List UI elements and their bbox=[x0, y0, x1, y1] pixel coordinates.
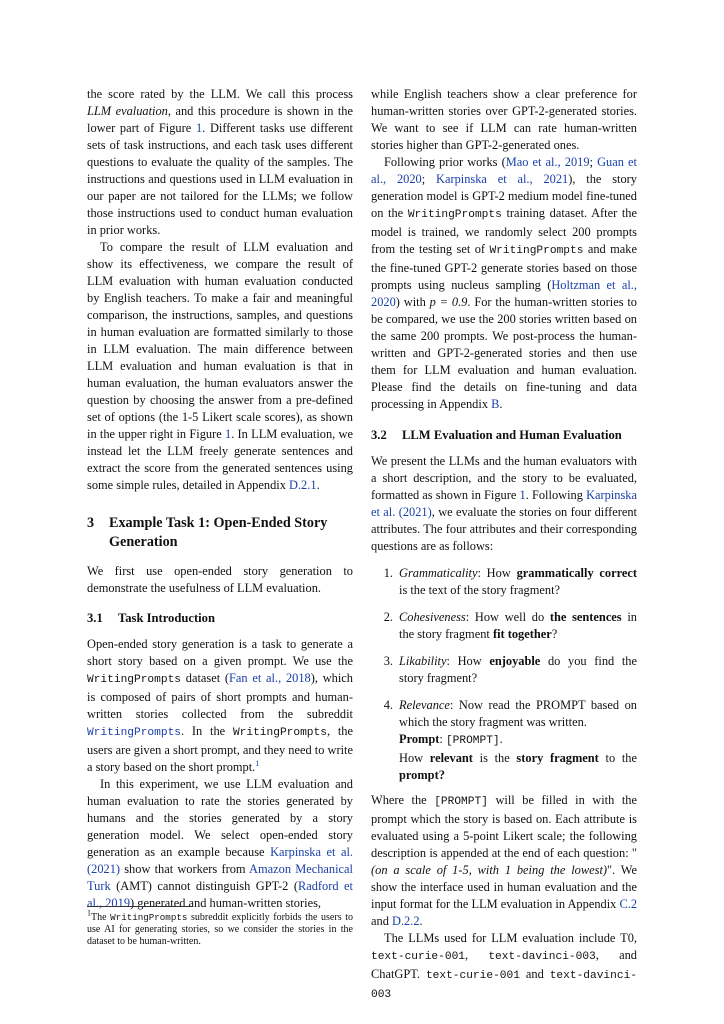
section-heading: 3 Example Task 1: Open-Ended Story Generation bbox=[87, 515, 328, 550]
list-item: 2. Cohesiveness: How well do the sentences in the story fragment fit together? bbox=[383, 610, 637, 641]
footnote-marker[interactable]: 1 bbox=[255, 758, 260, 768]
figure-ref-link[interactable]: 1 bbox=[519, 488, 526, 502]
figure-ref-link[interactable]: 1 bbox=[195, 121, 203, 135]
footnote-rule bbox=[87, 906, 192, 907]
subreddit-link[interactable]: WritingPrompts bbox=[87, 727, 181, 739]
paragraph: We first use open-ended story generation to demonstrate the usefulness of LLM evaluation. bbox=[87, 564, 353, 595]
citation-link[interactable]: Karpinska et al. (2021) bbox=[87, 845, 353, 876]
attribute-list bbox=[371, 565, 637, 784]
paragraph: while English teachers show a clear preference for human-written stories over GPT-2-generated stories. We want to see if LLM can rate human-written stories higher than GPT-2-generated ones. bbox=[371, 87, 637, 152]
figure-ref-link[interactable]: 1 bbox=[224, 427, 232, 441]
paragraph: We present the LLMs and the human evaluators with a short description, and the story to be evaluated, formatted as shown in Figure 1. Following Karpinska et al. (2021), we evaluate the stories on four different attributes. The four attributes and their corresponding questions are as follows: bbox=[371, 454, 637, 553]
appendix-ref-link[interactable]: C.2 bbox=[619, 897, 638, 911]
citation-link[interactable]: Karpinska et al., 2021 bbox=[436, 172, 569, 186]
citation-link[interactable]: Radford et al., 2019 bbox=[87, 879, 353, 910]
footnote: $^1$The WritingPrompts subreddit explicitly forbids the users to use AI for generating stories, so we consider the stories in the dataset to be human-written. bbox=[87, 908, 353, 948]
list-item: 4. Relevance: Now read the PROMPT based on which the story fragment was written. Prompt: [PROMPT]. How relevant is the story fragment to the prompt? bbox=[383, 698, 637, 782]
appendix-ref-link[interactable]: D.2.2 bbox=[392, 914, 420, 928]
list-item: 3. Likability: How enjoyable do you find the story fragment? bbox=[383, 654, 638, 685]
paragraph: The LLMs used for LLM evaluation include T0, text-curie-001, text-davinci-003, and ChatGPT. text-curie-001 and text-davinci-003 bbox=[371, 931, 637, 1001]
citation-link[interactable]: Karpinska et al. (2021) bbox=[371, 488, 637, 519]
subsection-heading: 3.1 Task Introduction bbox=[87, 611, 215, 625]
paragraph: Following prior works (Mao et al., 2019; Guan et al., 2020; Karpinska et al., 2021), the story generation model is GPT-2 medium model fine-tuned on the WritingPrompts training dataset. After the model is trained, we randomly select 200 prompts from the testing set of WritingPrompts and make the fine-tuned GPT-2 generate stories based on those prompts using nucleus sampling (Holtzman et al., 2020) with p = 0.9. For the human-written stories to be compared, we use the 200 stories written based on the same 200 prompts. We post-process the human-written and GPT-2-generated stories and then use them for LLM evaluation and human evaluation. Please find the details on fine-tuning and data processing in Appendix B. bbox=[371, 155, 638, 411]
paragraph: the score rated by the LLM. We call this process LLM evaluation, and this procedure is shown in the lower part of Figure 1. Different tasks use different sets of task instructions, and each task uses different questions to evaluate the quality of the samples. The instructions and questions used in LLM evaluation in our paper are not tailored for the LLMs; we follow those instructions used to conduct human evaluation in prior works. bbox=[87, 87, 353, 237]
footnote-number: 1 bbox=[87, 908, 91, 918]
citation-link[interactable]: Holtzman et al., 2020 bbox=[371, 278, 637, 309]
citation-link[interactable]: Mao et al., 2019 bbox=[505, 155, 590, 169]
amt-link[interactable]: Amazon Mechanical Turk bbox=[87, 862, 353, 893]
citation-link[interactable]: Fan et al., 2018 bbox=[229, 671, 311, 685]
appendix-ref-link[interactable]: D.2.1 bbox=[289, 478, 317, 492]
left-column bbox=[87, 86, 353, 912]
paragraph: Where the [PROMPT] will be filled in with the prompt which the story is based on. Each attribute is evaluated using a 5-point Likert scale; the following description is appended at the end of each question: "(on a scale of 1-5, with 1 being the lowest)". We show the interface used in human evaluation and the input format for the LLM evaluation in Appendix C.2 and D.2.2. bbox=[371, 793, 638, 928]
appendix-ref-link[interactable]: B bbox=[491, 397, 500, 411]
math: p = 0.9 bbox=[429, 295, 468, 309]
citation-link[interactable]: Guan et al., 2020 bbox=[371, 155, 637, 186]
right-column bbox=[371, 86, 637, 1004]
paragraph: Open-ended story generation is a task to generate a short story based on a given prompt. We use the WritingPrompts dataset (Fan et al., 2018), which is composed of pairs of short prompts and human-written stories collected from the subreddit WritingPrompts. In the WritingPrompts, the users are given a short prompt, and they need to write a story based on the short prompt.$^1$ bbox=[87, 637, 353, 774]
paragraph: In this experiment, we use LLM evaluation and human evaluation to rate the stories generated by humans and the stories generated by a story generation model. We select open-ended story generation as an example because Karpinska et al. (2021) show that workers from Amazon Mechanical Turk (AMT) cannot distinguish GPT-2 (Radford et al., 2019) generated and human-written stories, bbox=[87, 777, 353, 910]
subsection-heading: 3.2 LLM Evaluation and Human Evaluation bbox=[371, 428, 622, 442]
list-item: 1. Grammaticality: How grammatically correct is the text of the story fragment? bbox=[383, 566, 638, 597]
paragraph: To compare the result of LLM evaluation and show its effectiveness, we compare the result of LLM evaluation with human evaluation conducted by English teachers. To make a fair and meaningful comparison, the instructions, samples, and questions in human evaluation are formatted similarly to those in LLM evaluation. The main difference between LLM evaluation and human evaluation is that in human evaluation, the human evaluators answer the question by choosing the answer from a pre-defined set of options (the 1-5 Likert scale scores), as shown in the upper right in Figure 1. In LLM evaluation, we instead let the LLM freely generate sentences and extract the score from the generated sentences using some simple rules, detailed in Appendix D.2.1. bbox=[87, 240, 353, 492]
